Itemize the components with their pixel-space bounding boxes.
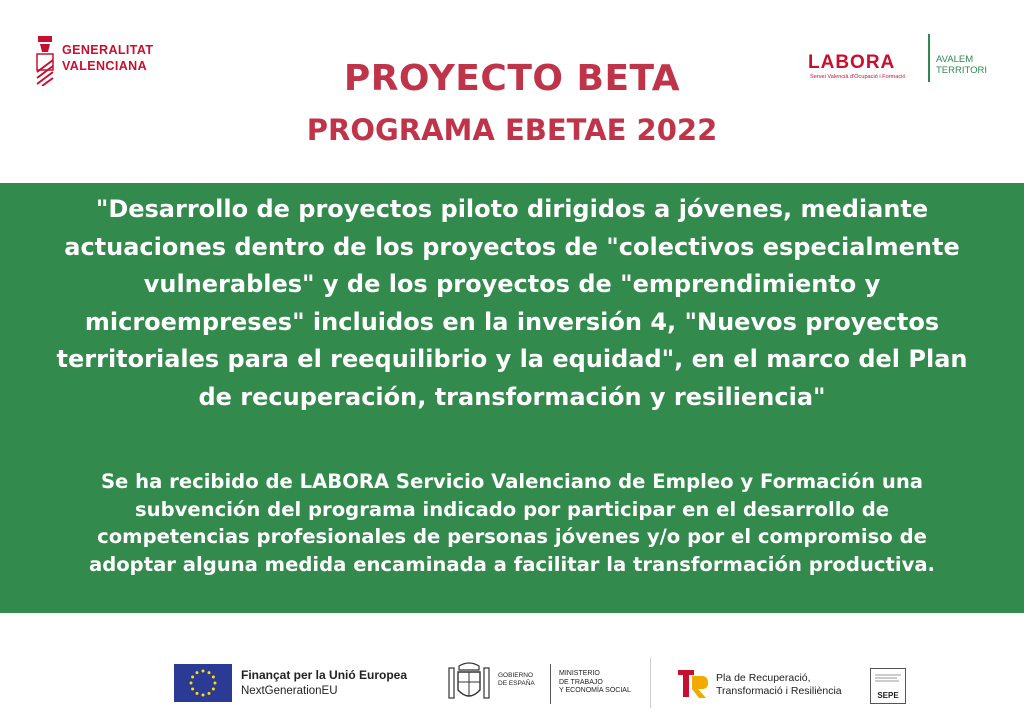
quote-line: actuaciones dentro de los proyectos de "colectivos especialmente bbox=[64, 232, 960, 261]
eu-star bbox=[212, 688, 215, 691]
quote-line: microempreses" incluidos en la inversión 4, "Nuevos proyectos bbox=[84, 307, 940, 336]
notice-line: adoptar alguna medida encaminada a facilitar la transformación productiva. bbox=[88, 552, 936, 576]
info-panel bbox=[0, 183, 1024, 613]
ministerio-label bbox=[559, 670, 631, 696]
min-line1: MINISTERIO bbox=[559, 670, 600, 677]
quote-line: de recuperación, transformación y resiliencia" bbox=[198, 382, 826, 411]
labora-tagline-2: TERRITORI bbox=[936, 65, 988, 76]
divider bbox=[650, 658, 651, 708]
eu-star bbox=[214, 682, 217, 685]
eu-star bbox=[190, 682, 193, 685]
plan-recuperacion-label bbox=[716, 672, 842, 698]
labora-subtitle: Servei Valencià d'Ocupació i Formació bbox=[810, 74, 906, 80]
eu-star bbox=[212, 676, 215, 679]
footer-logos bbox=[0, 650, 1024, 724]
tr-plan-icon bbox=[676, 666, 710, 700]
sepe-label: SEPE bbox=[877, 691, 899, 700]
eu-line2: NextGenerationEU bbox=[241, 685, 338, 697]
divider bbox=[550, 664, 551, 704]
page-subtitle: PROGRAMA EBETAE 2022 bbox=[306, 113, 718, 147]
eu-star bbox=[191, 688, 194, 691]
gva-line1: GENERALITAT bbox=[62, 43, 154, 57]
quote-line: vulnerables" y de los proyectos de "emprendimiento y bbox=[143, 270, 881, 298]
eu-star bbox=[202, 694, 205, 697]
labora-tagline-1: AVALEM bbox=[936, 54, 974, 65]
plan-line1: Pla de Recuperació, bbox=[716, 672, 811, 684]
project-description bbox=[0, 191, 1024, 416]
min-line3: Y ECONOMÍA SOCIAL bbox=[559, 687, 631, 694]
notice-line: Se ha recibido de LABORA Servicio Valenciano de Empleo y Formación una bbox=[100, 470, 924, 493]
eu-star bbox=[196, 671, 199, 674]
plan-line2: Transformació i Resiliència bbox=[716, 685, 842, 697]
page-title: PROYECTO BETA bbox=[343, 58, 681, 99]
quote-line: "Desarrollo de proyectos piloto dirigidos a jóvenes, mediante bbox=[95, 195, 929, 223]
eu-star bbox=[202, 670, 205, 673]
eu-star bbox=[208, 671, 211, 674]
eu-funding-label bbox=[241, 668, 407, 697]
eu-flag-icon bbox=[174, 664, 232, 702]
gob-line2: DE ESPAÑA bbox=[498, 680, 535, 687]
notice-line: subvención del programa indicado por participar en el desarrollo de bbox=[134, 497, 890, 521]
notice-line: competencias profesionales de personas jóvenes y/o por el compromiso de bbox=[97, 525, 927, 548]
eu-line1: Finançat per la Unió Europea bbox=[241, 668, 408, 682]
eu-star bbox=[196, 692, 199, 695]
min-line2: DE TRABAJO bbox=[559, 678, 603, 686]
quote-line: territoriales para el reequilibrio y la equidad", en el marco del Plan bbox=[56, 345, 968, 373]
sepe-icon bbox=[870, 668, 906, 704]
gva-line2: VALENCIANA bbox=[62, 59, 148, 73]
eu-star bbox=[191, 676, 194, 679]
spain-coat-of-arms-icon bbox=[447, 660, 491, 704]
eu-star bbox=[208, 692, 211, 695]
gobierno-label bbox=[498, 672, 535, 688]
labora-name: LABORA bbox=[808, 52, 896, 73]
gob-line1: GOBIERNO bbox=[498, 672, 534, 679]
funding-notice bbox=[0, 468, 1024, 578]
